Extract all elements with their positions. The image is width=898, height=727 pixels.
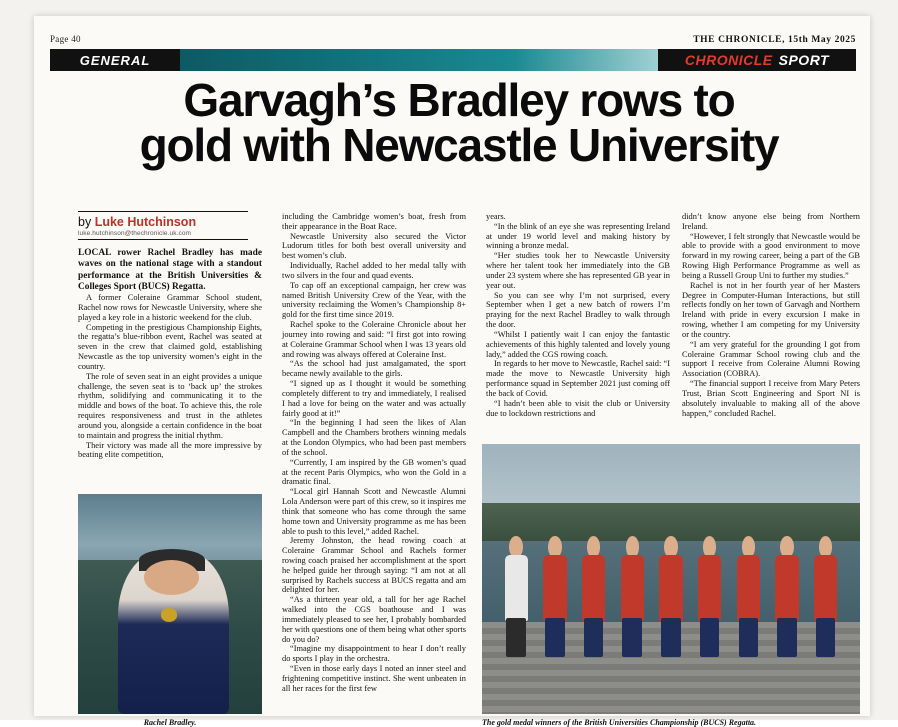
- photo-crew-row: [501, 536, 841, 658]
- masthead-date: THE CHRONICLE, 15th May 2025: [693, 35, 856, 45]
- lead-paragraph: LOCAL rower Rachel Bradley has made waves on the national stage with a standout performance at the British Universities & Colleges Sport (BUCS) Regatta.: [78, 248, 262, 292]
- page-title: [64, 74, 854, 172]
- paragraph: “Local girl Hannah Scott and Newcastle Alumni Lola Anderson were part of this crew, so it inspires me think that someone who has come through the same home town and University programme as me has been able to push to this level,” added Rachel.: [282, 487, 466, 536]
- paragraph: years.: [486, 212, 506, 221]
- paragraph: “Imagine my disappointment to hear I don’t really do sports I play in the orchestra.: [282, 644, 466, 664]
- column-1: [78, 212, 262, 460]
- paragraph: including the Cambridge women’s boat, fresh from their appearance in the Boat Race.: [282, 212, 466, 231]
- page-number: Page 40: [50, 34, 81, 44]
- photo-person: [501, 536, 532, 658]
- paragraph: So you can see why I’m not surprised, every September when I get a new batch of rowers I’m praying for the next Rachel Bradley to walk through the door.: [486, 290, 670, 330]
- paragraph: In regards to her move to Newcastle, Rachel said: “I made the move to Newcastle University high performance squad in September 2021 just coming off the back of Covid.: [486, 359, 670, 398]
- section-label-general: [50, 49, 180, 71]
- paragraph: Competing in the prestigious Championship Eights, the regatta’s blue-ribbon event, Rachel was seated at seven in the crew that claimed gold, establishing Newcastle as the top university women’s eight in the country.: [78, 322, 262, 371]
- photo-person: [810, 536, 841, 658]
- photo-person: [617, 536, 648, 658]
- paragraph: “I am very grateful for the grounding I got from Coleraine Grammar School rowing club and the support I receive from Coleraine Alumni Rowing Association (COBRA).: [682, 339, 860, 379]
- paragraph: “Currently, I am inspired by the GB women’s quad at the recent Paris Olympics, who won the Gold in a dramatic final.: [282, 457, 466, 487]
- photo-person: [733, 536, 764, 658]
- section-bar: [50, 49, 856, 71]
- paragraph: “However, I felt strongly that Newcastle would be able to provide with a good environment to move forward in my rowing career, being a part of the GB Rowing High Performance Programme as well as being a Russell Group Uni to further my studies.”: [682, 231, 860, 280]
- paragraph: “As the school had just amalgamated, the sport became newly available to the girls.: [282, 359, 466, 379]
- paper-sheet: [34, 16, 870, 727]
- photo-person: [772, 536, 803, 658]
- chronicle-word: CHRONICLE: [684, 52, 773, 68]
- paragraph: “I signed up as I thought it would be something completely different to try and immediately, I realised I had a love for being on the water and was actually fairly good at it!”: [282, 379, 466, 418]
- headline-line-1: Garvagh’s Bradley rows to: [183, 74, 735, 126]
- paragraph: Jeremy Johnston, the head rowing coach at Coleraine Grammar School and Rachels former rowing coach praised her accomplishment at the sport he helped guide her through saying: “I am not at all surprised by Rachels success at BUCS regatta and am delighted for her.: [282, 536, 466, 595]
- column-2: [282, 212, 466, 694]
- photo-person: [540, 536, 571, 658]
- photo-rachel-bradley: [78, 494, 262, 714]
- paragraph: The role of seven seat in an eight provides a unique challenge, the seven seat is to ‘back up’ the strokes rhythm, solidifying and communicating it to the middle and bows of the boat. To achieve this, the role requires responsiveness and trust in the athletes around you, alongside a certain confidence in the boat to maintain and progress the initial rhythm.: [78, 371, 262, 440]
- column-4: [682, 212, 860, 418]
- sport-word: SPORT: [778, 52, 830, 68]
- byline-author: Luke Hutchinson: [94, 215, 197, 229]
- paragraph: Rachel spoke to the Coleraine Chronicle about her journey into rowing and said: “I first got into rowing at Coleraine Grammar School when I was 13 years old and rowing was always offered at Coleraine Inst.: [282, 320, 466, 359]
- paragraph: “The financial support I receive from Mary Peters Trust, Brian Scott Engineering and Sport NI is absolutely invaluable to making all of the above happen,” concluded Rachel.: [682, 379, 860, 418]
- paragraph: A former Coleraine Grammar School student, Rachel now rows for Newcastle University, where she played a key role in a historic weekend for the club.: [78, 293, 262, 322]
- section-bar-gradient: [180, 49, 658, 71]
- byline-email: luke.hutchinson@thechronicle.uk.com: [78, 230, 192, 237]
- paragraph: “In the blink of an eye she was representing Ireland at under 19 world level and making history by winning a bronze medal.: [486, 221, 670, 251]
- paragraph: “Her studies took her to Newcastle University where her talent took her immediately into the GB under 23 system where she has represented GB year in year out.: [486, 251, 670, 290]
- photo-person: [694, 536, 725, 658]
- caption-left: Rachel Bradley.: [143, 718, 197, 727]
- paragraph: Their victory was made all the more impressive by beating elite competition,: [78, 440, 262, 460]
- byline-prefix: by: [78, 215, 95, 229]
- paragraph: Individually, Rachel added to her medal tally with two silvers in the four and quad events.: [282, 261, 466, 280]
- section-label-general-text: GENERAL: [79, 52, 151, 68]
- paragraph: To cap off an exceptional campaign, her crew was named British University Crew of the Year, with the university reclaiming the Women’s Championship 8+ gold for the first time since 2019.: [282, 280, 466, 320]
- photo-person: [578, 536, 609, 658]
- caption-right: The gold medal winners of the British Universities Championship (BUCS) Regatta.: [482, 718, 757, 727]
- page-header: [50, 34, 856, 45]
- column-1-body: [78, 248, 262, 460]
- paragraph: “Whilst I patiently wait I can enjoy the fantastic achievements of this highly talented and lovely young lady,” added the CGS rowing coach.: [486, 329, 670, 359]
- paragraph: Rachel is not in her fourth year of her Masters Degree in Computer-Human Interactions, but still reflects fondly on her town of Garvagh and Northern Ireland with pride in every excursion I make in rowing, whether I am competing for my University or the country.: [682, 280, 860, 339]
- paragraph: Newcastle University also secured the Victor Ludorum titles for both best overall university and best women’s club.: [282, 231, 466, 261]
- column-3: [486, 212, 670, 418]
- photo-medal: [161, 608, 178, 621]
- photo-crew: [482, 444, 860, 714]
- paragraph: “As a thirteen year old, a tall for her age Rachel walked into the CGS boathouse and I was immediately pleased to see her, I probably bombarded her with questions one of them being what other sports do you do?: [282, 595, 466, 644]
- paragraph: “Even in those early days I noted an inner steel and frightening competitive instinct. She went unbeaten in all her races for the first few: [282, 664, 466, 693]
- paragraph: “I hadn’t been able to visit the club or University due to lockdown restrictions and: [486, 398, 670, 418]
- paragraph: didn’t know anyone else being from Northern Ireland.: [682, 212, 860, 231]
- paragraph: “In the beginning I had seen the likes of Alan Campbell and the Chambers brothers winning medals at the London Olympics, who had been past members of the school.: [282, 418, 466, 457]
- photo-person: [656, 536, 687, 658]
- section-label-chronicle-sport: [658, 49, 856, 71]
- headline-line-2: gold with Newcastle University: [139, 119, 779, 172]
